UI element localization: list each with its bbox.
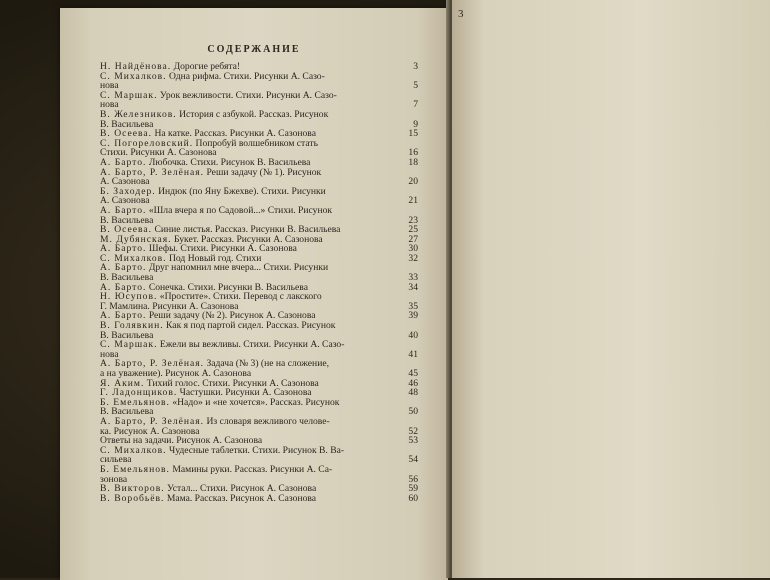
toc-entry-author: А. Барто, Р. Зелёная. — [100, 166, 205, 178]
toc-entry-title: Дорогие ребята! — [171, 61, 241, 72]
toc-entry-page-number: 9 — [413, 118, 418, 130]
toc-entry-page-number: 54 — [408, 454, 418, 466]
toc-entry-page-number: 35 — [408, 300, 418, 312]
toc-entry — [100, 91, 418, 110]
toc-entry-author: С. Михалков. — [100, 70, 167, 82]
toc-entry-title: Из словаря вежливого челове- ка. Рисунок А. Сазонова — [100, 415, 330, 437]
toc-entry-author: А. Барто. — [100, 156, 147, 168]
toc-entry-page-number: 3 — [413, 61, 418, 72]
toc-entry-title: Сонечка. Стихи. Рисунки В. Васильева — [146, 281, 308, 293]
toc-entry-title: Реши задачу (№ 2). Рисунок А. Сазонова — [146, 310, 316, 322]
toc-entry-title: Одна рифма. Стихи. Рисунки А. Сазо- нова — [100, 70, 325, 92]
toc-entry-page-number: 18 — [408, 156, 418, 168]
toc-entry-author: Б. Емельянов. — [100, 396, 170, 408]
toc-entry-text — [100, 206, 402, 225]
toc-entry-page-number: 53 — [408, 435, 418, 447]
toc-entry-page-number: 34 — [408, 281, 418, 293]
toc-entry — [100, 398, 418, 417]
toc-entry-page-number: 52 — [408, 425, 418, 437]
toc-entry-author: А. Барто. — [100, 281, 147, 293]
toc-entry-title: Задача (№ 3) (не на сложение, а на уважение). Рисунок А. Сазонова — [100, 358, 329, 379]
toc-entry-title: «Шла вчера я по Садовой...» Стихи. Рисунок В. Васильева — [100, 204, 333, 226]
toc-entry-author: Б. Емельянов. — [100, 463, 170, 475]
toc-entry-text — [100, 446, 402, 465]
toc-entry — [100, 292, 418, 311]
toc-entry-text — [100, 398, 402, 417]
toc-entry-title: Попробуй волшебником стать Стихи. Рисунки А. Сазонова — [100, 137, 318, 159]
toc-entry-text — [100, 91, 402, 110]
toc-entry — [100, 206, 418, 225]
toc-entry-text — [100, 292, 402, 311]
toc-entry-page-number: 20 — [408, 176, 418, 188]
toc-entry-author: А. Барто, Р. Зелёная. — [100, 358, 205, 370]
toc-entry-text — [100, 110, 402, 129]
toc-entry-text — [100, 359, 402, 378]
toc-entry-page-number: 25 — [408, 224, 418, 236]
toc-entry — [100, 110, 418, 129]
toc-entry-title: Тихий голос. Стихи. Рисунки А. Сазонова — [144, 377, 319, 389]
toc-entry-title: Друг напомнил мне вчера... Стихи. Рисунки В. Васильева — [100, 262, 329, 284]
toc-entry-author: А. Барто, Р. Зелёная. — [100, 415, 205, 427]
toc-entry — [100, 359, 418, 378]
toc-entry-page-number: 23 — [408, 214, 418, 226]
toc-entry-page-number: 33 — [408, 272, 418, 284]
toc-entry-author: А. Барто. — [100, 243, 147, 255]
toc-entry-author: Б. Заходер. — [100, 185, 156, 197]
toc-entry-author: А. Барто. — [100, 204, 147, 216]
toc-entry-page-number: 48 — [408, 387, 418, 399]
toc-entry — [100, 446, 418, 465]
toc-entry — [100, 417, 418, 436]
toc-entry-page-number: 32 — [408, 252, 418, 264]
toc-entry-text — [100, 340, 402, 359]
toc-entry-author: С. Михалков. — [100, 444, 167, 456]
toc-entry-author: В. Осеева. — [100, 128, 153, 140]
toc-entry-title: Ежели вы вежливы. Стихи. Рисунки А. Сазо- нова — [100, 339, 345, 360]
toc-entry-title: Под Новый год. Стихи — [166, 252, 262, 264]
toc-entry — [100, 340, 418, 359]
toc-entry-author: А. Барто. — [100, 262, 147, 274]
toc-entry-title: Шефы. Стихи. Рисунки А. Сазонова — [146, 243, 297, 255]
toc-entry-page-number: 7 — [413, 99, 418, 111]
toc-entry-page-number: 40 — [408, 329, 418, 341]
toc-entry-author: В. Железников. — [100, 108, 177, 120]
toc-entry-author: Н. Найдёнова. — [100, 61, 172, 72]
toc-entry — [100, 494, 418, 504]
toc-entry-title: История с азбукой. Рассказ. Рисунок В. Васильева — [100, 108, 329, 130]
toc-entry-text — [100, 263, 402, 282]
toc-entry-author: Н. Юсупов. — [100, 291, 158, 303]
toc-entry-author: В. Осеева. — [100, 224, 153, 236]
toc-entry-title: «Простите». Стихи. Перевод с лакского Г. Мамлина. Рисунки А. Сазонова — [100, 291, 322, 312]
toc-entry-page-number: 45 — [408, 368, 418, 379]
toc-entry — [100, 72, 418, 91]
toc-title: СОДЕРЖАНИЕ — [207, 44, 301, 55]
toc-entry — [100, 139, 418, 158]
table-of-contents — [100, 62, 418, 503]
toc-entry-page-number: 16 — [408, 147, 418, 159]
toc-entry — [100, 187, 418, 206]
toc-entry-page-number: 46 — [408, 377, 418, 389]
toc-entry-title: Урок вежливости. Стихи. Рисунки А. Сазо- нова — [100, 89, 337, 111]
toc-entry-page-number: 21 — [408, 195, 418, 207]
right-page — [452, 0, 770, 578]
toc-entry-text — [100, 417, 402, 436]
toc-entry-title: Мама. Рассказ. Рисунок А. Сазонова — [164, 492, 317, 504]
toc-entry-author: В. Воробьёв. — [100, 492, 165, 504]
toc-entry-author: Г. Ладонщиков. — [100, 387, 178, 399]
toc-entry-text — [100, 139, 402, 158]
toc-entry-author: М. Дубянская. — [100, 233, 172, 245]
toc-entry-text — [100, 72, 402, 91]
toc-entry-text — [100, 465, 402, 484]
toc-entry-page-number: 27 — [408, 233, 418, 245]
toc-entry-page-number: 41 — [408, 348, 418, 360]
toc-entry-page-number: 39 — [408, 310, 418, 322]
toc-entry — [100, 465, 418, 484]
toc-entry-title: Мамины руки. Рассказ. Рисунки А. Са- зонова — [100, 463, 333, 485]
toc-entry-title: Любочка. Стихи. Рисунок В. Васильева — [146, 156, 311, 168]
toc-entry-title: На катке. Рассказ. Рисунки А. Сазонова — [152, 128, 316, 140]
toc-entry-page-number: 56 — [408, 473, 418, 485]
toc-entry-title: Букет. Рассказ. Рисунки А. Сазонова — [171, 233, 323, 245]
toc-entry-title: Реши задачу (№ 1). Рисунок А. Сазонова — [100, 166, 322, 188]
toc-entry-author: В. Викторов. — [100, 483, 165, 495]
toc-entry-author: А. Барто. — [100, 310, 147, 322]
toc-entry-title: Ответы на задачи. Рисунок А. Сазонова — [100, 435, 263, 447]
toc-entry-author: Я. Аким. — [100, 377, 145, 389]
toc-entry-text — [100, 187, 402, 206]
toc-entry — [100, 168, 418, 187]
toc-entry-title: Чудесные таблетки. Стихи. Рисунок В. Ва- сильева — [100, 444, 345, 466]
toc-entry-page-number: 50 — [408, 406, 418, 418]
toc-entry-title: Частушки. Рисунки А. Сазонова — [177, 387, 312, 399]
toc-entry-author: С. Михалков. — [100, 252, 167, 264]
toc-entry-author: С. Маршак. — [100, 339, 158, 351]
toc-entry-author: С. Маршак. — [100, 89, 158, 101]
toc-entry — [100, 321, 418, 340]
toc-entry-title: Как я под партой сидел. Рассказ. Рисунок В. Васильева — [100, 320, 336, 341]
toc-entry — [100, 263, 418, 282]
toc-entry-title: Устал... Стихи. Рисунок А. Сазонова — [164, 483, 317, 495]
toc-entry-text — [100, 321, 402, 340]
toc-entry-page-number: 5 — [413, 80, 418, 92]
toc-entry-text — [100, 494, 402, 504]
toc-entry-author: С. Погореловский. — [100, 137, 194, 149]
right-page-corner-number: 3 — [458, 8, 464, 20]
toc-entry-title: Синие листья. Рассказ. Рисунки В. Васильева — [152, 224, 341, 236]
toc-entry-title: «Надо» и «не хочется». Рассказ. Рисунок В. Васильева — [100, 396, 340, 418]
toc-entry-page-number: 60 — [408, 492, 418, 504]
toc-entry-text — [100, 168, 402, 187]
toc-entry-page-number: 59 — [408, 483, 418, 495]
toc-entry-author: В. Голявкин. — [100, 320, 164, 332]
toc-entry-page-number: 30 — [408, 243, 418, 255]
toc-entry-page-number: 15 — [408, 128, 418, 140]
toc-entry-title: Индюк (по Яну Бжехве). Стихи. Рисунки А. Сазонова — [100, 185, 326, 207]
